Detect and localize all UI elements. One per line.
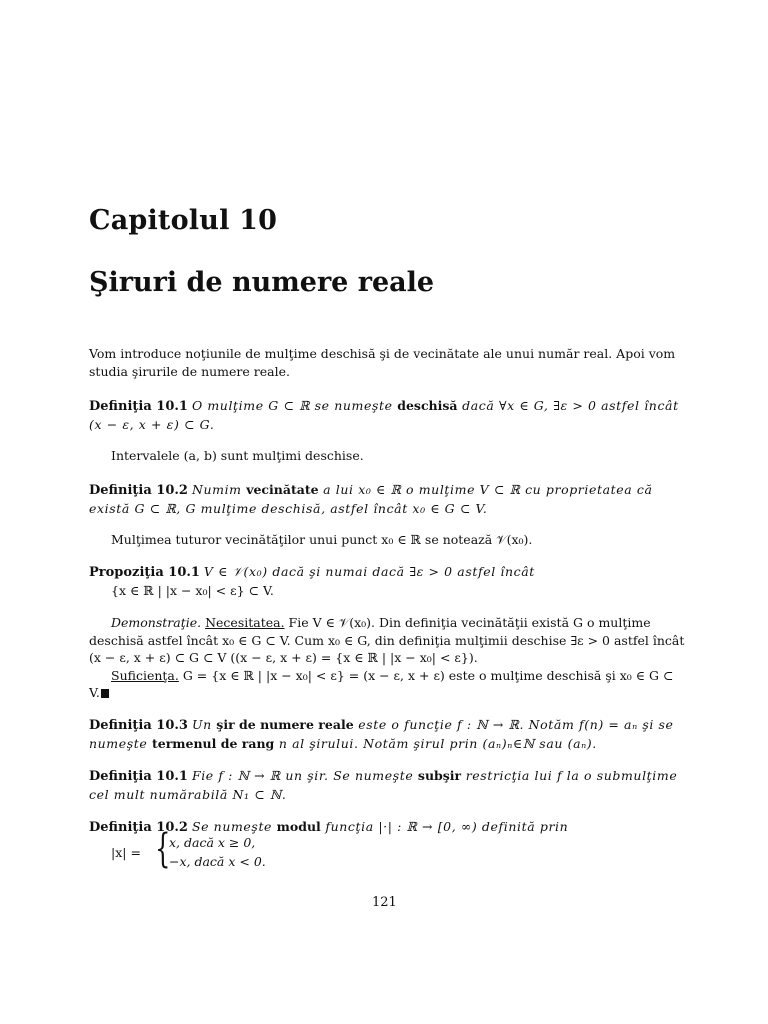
definition-text: Numim <box>191 482 247 497</box>
proposition-formula: {x ∈ ℝ | |x − x₀| < ε} ⊂ V. <box>111 582 274 598</box>
definition-text: n al şirului. Notăm şirul prin (aₙ)ₙ∈ℕ sau (aₙ). <box>274 735 597 751</box>
modulus-case-positive: x, dacă x ≥ 0, <box>169 835 256 850</box>
proposition-label: Propoziţia 10.1 <box>89 565 200 580</box>
definition-modulus <box>89 818 687 837</box>
definition-text: O mulţime G ⊂ ℝ se numeşte <box>191 398 398 413</box>
qed-symbol <box>101 689 109 698</box>
definition-term: vecinătate <box>246 482 319 497</box>
definition-text: a lui x₀ ∈ ℝ o mulţime V ⊂ ℝ cu proprietatea că există G ⊂ ℝ, G mulţime deschisă, astfel încât x₀ ∈ G ⊂ V. <box>89 482 653 516</box>
definition-term: termenul de rang <box>151 735 275 751</box>
neighborhoods-paragraph: Mulţimea tuturor vecinătăţilor unui punct x₀ ∈ ℝ se notează 𝒱(x₀). <box>111 532 533 547</box>
proof-label: Demonstraţie. <box>111 615 202 630</box>
definition-text: este o funcţie f : ℕ → ℝ. Notăm f(n) = aₙ şi se numeşte <box>89 717 674 751</box>
definition-text: Un <box>191 717 217 732</box>
definition-text: dacă ∀x ∈ G, ∃ε > 0 astfel încât (x − ε, x + ε) ⊂ G. <box>89 398 679 432</box>
definition-label: Definiţia 10.2 <box>89 820 188 835</box>
definition-open-set <box>89 397 687 433</box>
definition-text: Fie f : ℕ → ℝ un şir. Se numeşte <box>191 768 418 783</box>
definition-text: restricţia lui f la o submulţime cel mult numărabilă N₁ ⊂ ℕ. <box>89 768 678 802</box>
definition-label: Definiţia 10.3 <box>89 718 188 733</box>
definition-label: Definiţia 10.1 <box>89 769 188 784</box>
proof <box>89 614 687 702</box>
intro-paragraph: Vom introduce noţiunile de mulţime deschisă şi de vecinătate ale unui număr real. Apoi vom studia şirurile de numere reale. <box>89 346 676 379</box>
modulus-lhs: |x| = <box>111 845 141 860</box>
proof-necessity-label: Necesitatea. <box>205 615 285 630</box>
definition-text: funcţia |·| : ℝ → [0, ∞) definită prin <box>320 819 569 834</box>
modulus-case-negative: −x, dacă x < 0. <box>169 854 266 869</box>
proposition <box>89 563 687 599</box>
chapter-heading: Capitolul 10 <box>89 205 278 236</box>
proof-sufficiency-label: Suficienţa. <box>111 667 179 683</box>
intervals-paragraph: Intervalele (a, b) sunt mulţimi deschise. <box>111 448 364 463</box>
chapter-title: Şiruri de numere reale <box>89 267 435 298</box>
proof-necessity-text: Fie V ∈ 𝒱(x₀). Din definiţia vecinătăţii există G o mulţime deschisă astfel încât x₀ ∈ G ⊂ V. Cum x₀ ∈ G, din definiţia mulţimii deschise ∃ε > 0 astfel încât (x − ε, x + ε) ⊂ G ⊂ V ((x − ε, x + ε) = {x ∈ ℝ | |x − x₀| < ε}). <box>89 615 685 665</box>
definition-label: Definiţia 10.1 <box>89 399 188 414</box>
definition-neighborhood <box>89 481 687 517</box>
left-brace: { <box>155 826 171 872</box>
definition-term: modul <box>276 819 321 834</box>
definition-term: deschisă <box>397 398 458 413</box>
definition-subsequence <box>89 767 687 803</box>
page-number: 121 <box>372 895 397 910</box>
definition-sequence <box>89 716 687 752</box>
definition-label: Definiţia 10.2 <box>89 483 188 498</box>
definition-term: subşir <box>417 768 462 783</box>
definition-term: şir de numere reale <box>216 717 354 732</box>
proposition-text: V ∈ 𝒱(x₀) dacă şi numai dacă ∃ε > 0 astfel încât <box>203 564 535 579</box>
proof-sufficiency-text: G = {x ∈ ℝ | |x − x₀| < ε} = (x − ε, x + ε) este o mulţime deschisă şi x₀ ∈ G ⊂ V. <box>89 667 674 700</box>
definition-text: Se numeşte <box>191 819 277 834</box>
